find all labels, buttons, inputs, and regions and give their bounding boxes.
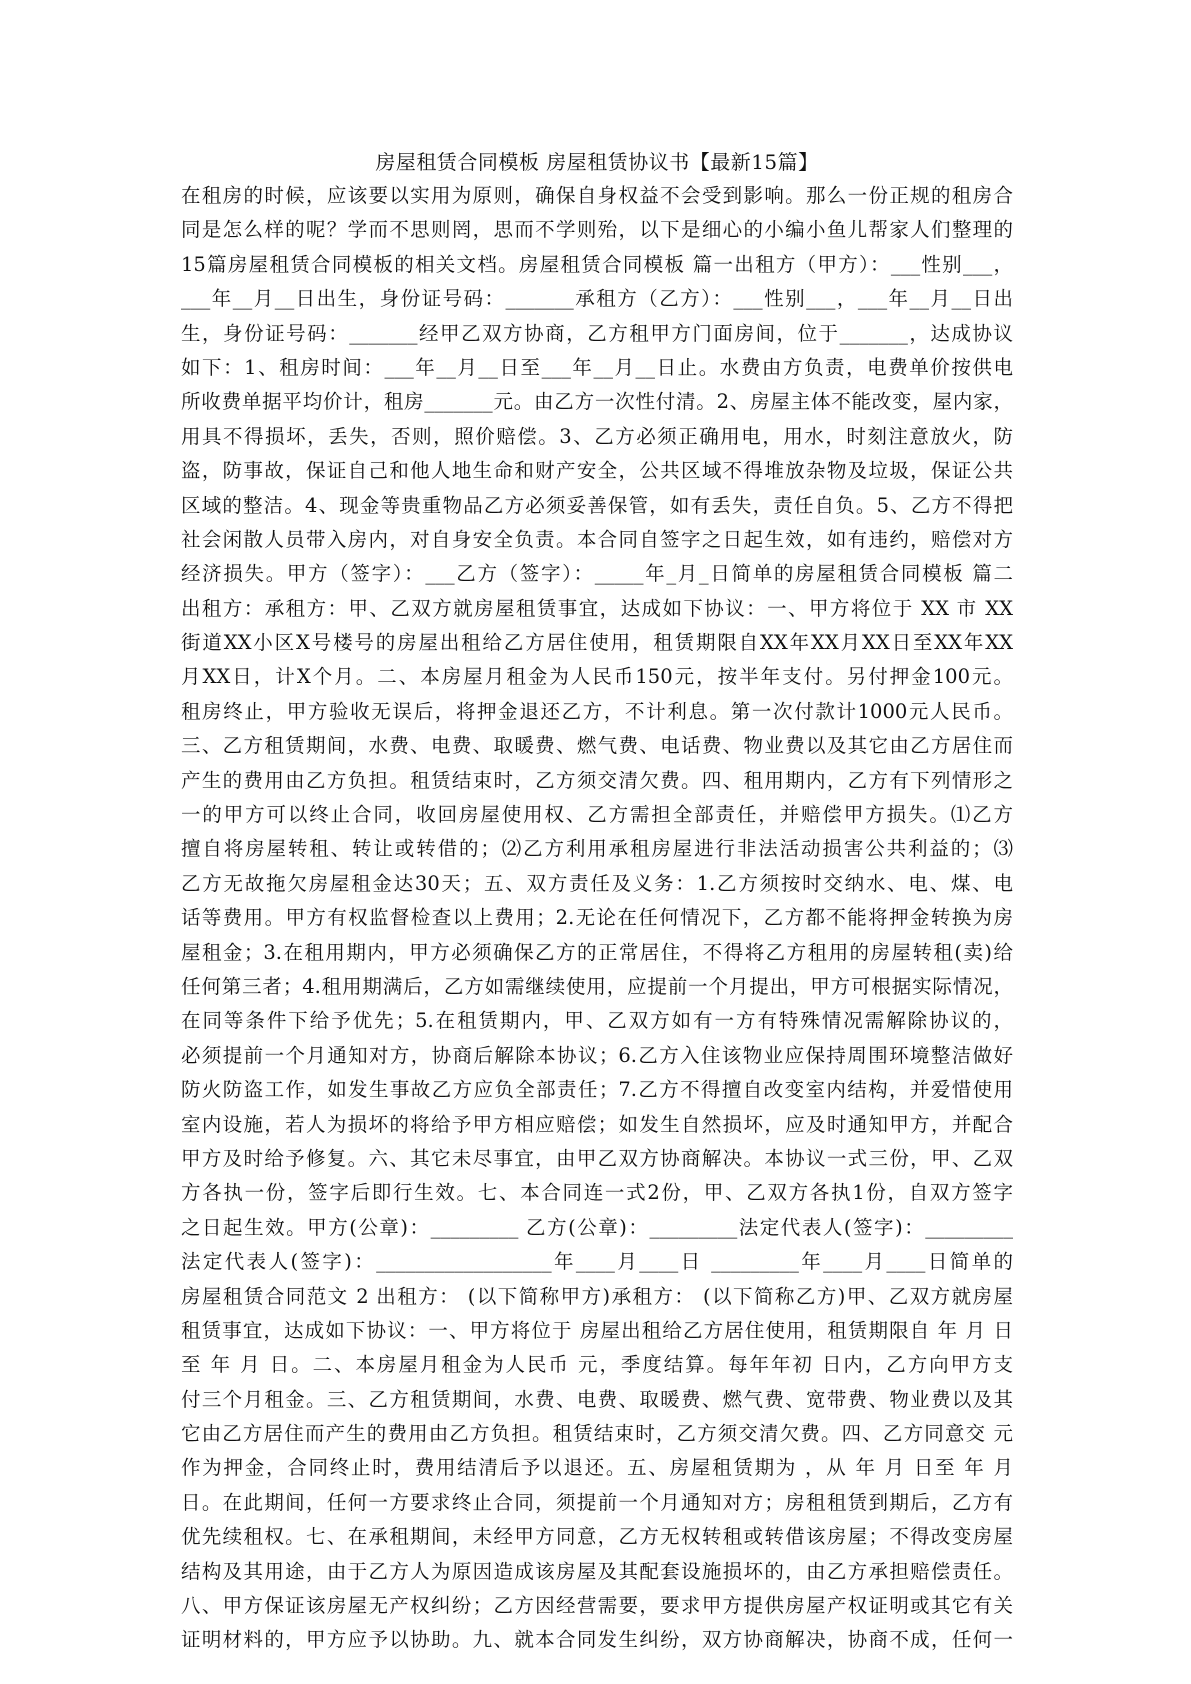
body-text-line: 三、乙方租赁期间，水费、电费、取暖费、燃气费、电话费、物业费以及其它由乙方居住而 [181,734,1013,758]
body-text-line: 出租方：承租方：甲、乙双方就房屋租赁事宜，达成如下协议：一、甲方将位于 XX 市 XX [181,596,1013,620]
body-text-line: 方各执一份，签字后即行生效。七、本合同连一式2份，甲、乙双方各执1份，自双方签字 [181,1181,1013,1205]
body-text-line: 之日起生效。甲方(公章)：_________ 乙方(公章)：_________法定代表人(签字)：_________ [181,1215,1013,1239]
body-text-line: 社会闲散人员带入房内，对自身安全负责。本合同自签字之日起生效，如有违约，赔偿对方 [181,527,1013,551]
body-text-line: 擅自将房屋转租、转让或转借的；⑵乙方利用承租房屋进行非法活动损害公共利益的；⑶ [181,837,1013,861]
body-text-line: 作为押金，合同终止时，费用结清后予以退还。五、房屋租赁期为 ，从 年 月 日至 年 月 [181,1456,1013,1480]
body-text-line: 结构及其用途，由于乙方人为原因造成该房屋及其配套设施损坏的，由乙方承担赔偿责任。 [181,1559,1013,1583]
body-text-line: 在同等条件下给予优先；5.在租赁期内，甲、乙双方如有一方有特殊情况需解除协议的， [181,1009,1013,1033]
body-text-line: 在租房的时候，应该要以实用为原则，确保自身权益不会受到影响。那么一份正规的租房合 [181,184,1013,207]
body-text-line: 经济损失。甲方（签字）：___乙方（签字）：_____年_月_日简单的房屋租赁合同模板 篇二 [181,562,1013,586]
document-body [181,179,1013,1658]
body-text-line: 八、甲方保证该房屋无产权纠纷；乙方因经营需要，要求甲方提供房屋产权证明或其它有关 [181,1594,1013,1618]
body-text-line: 区域的整洁。4、现金等贵重物品乙方必须妥善保管，如有丢失，责任自负。5、乙方不得把 [181,493,1013,517]
body-text-line: 街道XX小区X号楼号的房屋出租给乙方居住使用，租赁期限自XX年XX月XX日至XX年XX [181,631,1013,655]
body-text-line: ___年__月__日出生，身份证号码：_______承租方（乙方）：___性别___，___年__月__日出 [181,287,1013,311]
body-text-line: 甲方及时给予修复。六、其它未尽事宜，由甲乙双方协商解决。本协议一式三份，甲、乙双 [181,1146,1013,1170]
body-text-line: 证明材料的，甲方应予以协助。九、就本合同发生纠纷，双方协商解决，协商不成，任何一 [181,1628,1013,1652]
body-text-line: 屋租金；3.在租用期内，甲方必须确保乙方的正常居住，不得将乙方租用的房屋转租(卖)给 [181,940,1013,964]
body-text-line: 它由乙方居住而产生的费用由乙方负担。租赁结束时，乙方须交清欠费。四、乙方同意交 元 [181,1422,1013,1446]
body-text-line: 必须提前一个月通知对方，协商后解除本协议；6.乙方入住该物业应保持周围环境整洁做好 [181,1043,1013,1067]
body-text-line: 一的甲方可以终止合同，收回房屋使用权、乙方需担全部责任，并赔偿甲方损失。⑴乙方 [181,803,1013,827]
body-text-line: 日。在此期间，任何一方要求终止合同，须提前一个月通知对方；房租租赁到期后，乙方有 [181,1490,1013,1514]
body-text-line: 如下：1、租房时间：___年__月__日至___年__月__日止。水费由方负责，电费单价按供电 [181,355,1013,379]
body-text-line: 房屋租赁合同范文 2 出租方： (以下简称甲方)承租方： (以下简称乙方)甲、乙双方就房屋 [181,1284,1013,1308]
body-text-line: 租赁事宜，达成如下协议：一、甲方将位于 房屋出租给乙方居住使用，租赁期限自 年 月 日 [181,1318,1013,1342]
document-page [181,145,1013,1658]
body-text-line: 优先续租权。七、在承租期间，未经甲方同意，乙方无权转租或转借该房屋；不得改变房屋 [181,1525,1013,1549]
body-text-line: 付三个月租金。三、乙方租赁期间，水费、电费、取暖费、燃气费、宽带费、物业费以及其 [181,1387,1013,1411]
body-text-line: 法定代表人(签字)：__________________年____月____日 _________年____月____日简单的 [181,1250,1013,1274]
body-text-line: 租房终止，甲方验收无误后，将押金退还乙方，不计利息。第一次付款计1000元人民币。 [181,699,1013,723]
body-text-line: 盗，防事故，保证自己和他人地生命和财产安全，公共区域不得堆放杂物及垃圾，保证公共 [181,459,1013,483]
body-text-line: 同是怎么样的呢？学而不思则罔，思而不学则殆，以下是细心的小编小鱼儿帮家人们整理的 [181,218,1013,242]
body-text-line: 月XX日，计X个月。二、本房屋月租金为人民币150元，按半年支付。另付押金100元。 [181,665,1013,689]
document-title: 房屋租赁合同模板 房屋租赁协议书【最新15篇】 [375,150,819,174]
body-text-line: 产生的费用由乙方负担。租赁结束时，乙方须交清欠费。四、租用期内，乙方有下列情形之 [181,768,1013,792]
body-text-line: 任何第三者；4.租用期满后，乙方如需继续使用，应提前一个月提出，甲方可根据实际情况， [181,974,1013,998]
body-text-line: 所收费单据平均价计，租房_______元。由乙方一次性付清。2、房屋主体不能改变，屋内家， [181,390,1013,414]
body-text-line: 乙方无故拖欠房屋租金达30天；五、双方责任及义务：1.乙方须按时交纳水、电、煤、电 [181,871,1013,895]
body-text-line: 室内设施，若人为损坏的将给予甲方相应赔偿；如发生自然损坏，应及时通知甲方，并配合 [181,1112,1013,1136]
body-text-line: 至 年 月 日。二、本房屋月租金为人民币 元，季度结算。每年年初 日内，乙方向甲方支 [181,1353,1013,1377]
body-text-line: 15篇房屋租赁合同模板的相关文档。房屋租赁合同模板 篇一出租方（甲方）：___性别___， [181,252,1013,276]
body-text-line: 话等费用。甲方有权监督检查以上费用；2.无论在任何情况下，乙方都不能将押金转换为房 [181,906,1013,930]
body-text-line: 防火防盗工作，如发生事故乙方应负全部责任；7.乙方不得擅自改变室内结构，并爱惜使用 [181,1078,1013,1102]
body-text-line: 生，身份证号码：_______经甲乙双方协商，乙方租甲方门面房间，位于_______，达成协议 [181,321,1013,345]
body-text-line: 用具不得损坏，丢失，否则，照价赔偿。3、乙方必须正确用电，用水，时刻注意放火，防 [181,424,1013,448]
